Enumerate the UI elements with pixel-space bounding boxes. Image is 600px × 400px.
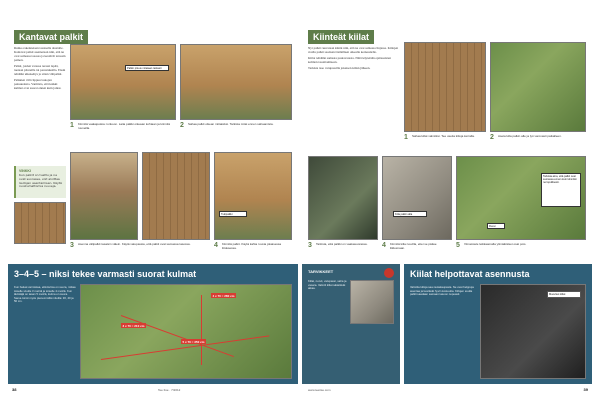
intro-paragraph: Nyt palkit ruuvataan kiinni niin, että ne ovat samassa linjassa. Kiilojen avulla palkit saadaan täsmälleen oikealle korkeudelle. — [308, 46, 399, 54]
step-caption: Asenna välipalkit tasaisin välein. Käytä vatupassia, että palkit ovat samassa tasossa. — [78, 243, 191, 246]
step-caption: Kiinnitä vaakajuoksu runkoon. Laita palkki oikeaan kohtaan ja kiinnitä ruuveilla. — [78, 123, 170, 130]
photo-label: Muoviset kiilat — [547, 291, 581, 298]
materials-box — [302, 264, 400, 384]
tip-band — [404, 264, 592, 384]
intro-text — [14, 46, 66, 164]
side-note: Tarkista aina, että palkit ovat suorassa ennen kuin kiinnität ne lopullisesti. — [541, 173, 581, 207]
step-caption: Sahaa palkit oikean mittaisiksi. Tarkista mitat ennen sahaamista. — [188, 123, 274, 126]
step-caption: Kiinnitä palkit. Käytä kahta ruuvia jokaisessa liitoksessa. — [222, 243, 282, 250]
step-number: 4 — [382, 242, 386, 249]
photo-step-1 — [70, 44, 176, 120]
step-caption: Viimeistele leikkaamalla ylimääräiset osat pois. — [464, 243, 527, 246]
materials-text: Kiilat, ruuvit, vatupassi, saha ja vasara. Valmiit kiilat säästävät aikaa. — [308, 280, 347, 291]
photo-label: Ruuvi — [487, 223, 505, 229]
step-number: 3 — [308, 242, 312, 249]
intro-paragraph: Palkit, joiden varassa terassi lepää, tuetaan pilareilla tai perustuksilla. Ensin tehdään ulkokehys ja sitten välipalkit. — [14, 64, 66, 76]
photo-step-3 — [70, 152, 138, 240]
photo-label: Kiila palkin alla — [393, 211, 427, 217]
photo-step-2 — [490, 42, 586, 132]
page-title: Kiinteät kiilat — [308, 30, 374, 44]
tip-box — [14, 166, 66, 198]
tip-band — [8, 264, 298, 384]
tip-heading: VINKKI — [19, 169, 31, 173]
band-text: Valmiita kiiloja saa rautakaupasta. Ne ovat helppoja asentaa ja kestävät hyvin kosteutta. Kiilojen avulla palkit saadaan samaan tasoon nopeasti. — [410, 286, 474, 297]
page-title: Kantavat palkit — [14, 30, 88, 44]
step-number: 1 — [70, 122, 74, 129]
intro-text — [308, 46, 400, 150]
photo-deck-frame — [14, 202, 66, 244]
step-number: 2 — [180, 122, 184, 129]
photo-plastic-wedges — [480, 284, 586, 379]
step-number: 5 — [456, 242, 460, 249]
step-caption: Aseta kiila palkin alle ja lyö varovasti paikalleen. — [498, 135, 562, 138]
band-title: Kiilat helpottavat asennusta — [410, 269, 530, 279]
step-caption: Tarkista, että palkki on vaakasuorassa. — [316, 243, 368, 246]
intro-paragraph: Kiilat tehdään samasta puutavarasta. Niitä käytetään epätasaisten kohtien tasoittamiseen. — [308, 56, 391, 64]
photo-step-5 — [456, 156, 586, 240]
step-number: 1 — [404, 134, 408, 141]
measure-line — [201, 295, 202, 365]
step-number: 2 — [490, 134, 494, 141]
photo-label: Palkin pituus mitataan tarkasti — [125, 65, 169, 71]
page-number: 38 — [12, 387, 17, 392]
band-text: Kun haluat varmistaa, että kulma on suora, mittaa toiselle sivulle 3 metriä ja toiselle 4 metriä. Kun lävistäjä on tasan 5 metriä, kulma on suora. Sama toimii myös pienemmillä mitoilla: 30, 40 ja 50 cm. — [14, 286, 76, 304]
photo-square-corner — [80, 284, 292, 379]
intro-paragraph: Tarkista taso vatupassilla jokaisen kiilan jälkeen. — [308, 66, 371, 70]
right-page — [302, 24, 592, 394]
photo-step-3 — [308, 156, 378, 240]
photo-step-1 — [404, 42, 486, 132]
photo-tools — [350, 280, 394, 324]
step-caption: Kiinnitä kiila ruuvilla, ettei se pääse liikkumaan. — [390, 243, 437, 250]
footer: Tee Itse · 7/2012 — [158, 388, 181, 392]
step-number: 3 — [70, 242, 74, 249]
measure-label-c: 5 x 70 = 350 cm — [182, 339, 205, 344]
step-caption: Sahaa kiilat valmiiksi. Tee useita kiiloja kerralla. — [412, 135, 475, 138]
footer: www.teeitse.com — [308, 388, 331, 392]
photo-step-2 — [180, 44, 292, 120]
step-number: 4 — [214, 242, 218, 249]
intro-paragraph: Runko rakennetaan tasaiselle alustalle. Kantavat palkit asennetaan niin, että ne ovat samassa tasossa ja kestävät terassin painon. — [14, 46, 66, 62]
photo-step-4 — [382, 156, 452, 240]
page-number: 39 — [583, 387, 588, 392]
band-title: 3–4–5 – niksi tekee varmasti suorat kulmat — [14, 269, 197, 279]
left-page — [8, 24, 298, 394]
tip-text: Kun palkit on tuettu ja ne ovat suorassa, voit aloittaa lautojen asentamisen. Käytä ruostumattomia ruuveja. — [19, 173, 62, 189]
photo-label: Tukipalkki — [219, 211, 247, 217]
photo-deck-beams — [142, 152, 210, 240]
measure-label-b: 4 x 70 = 280 cm — [212, 293, 235, 298]
intro-paragraph: Palkkien väli riippuu lautojen paksuudesta. Varmista, että kaikki kulmat ovat suorat ennen kuin jatkat. — [14, 78, 62, 90]
photo-step-4 — [214, 152, 292, 240]
logo-badge-icon — [384, 268, 394, 278]
materials-heading: TARVIKKEET — [308, 269, 334, 274]
magazine-spread — [8, 24, 592, 394]
measure-line — [121, 315, 234, 357]
measure-label-a: 3 x 70 = 210 cm — [122, 323, 145, 328]
